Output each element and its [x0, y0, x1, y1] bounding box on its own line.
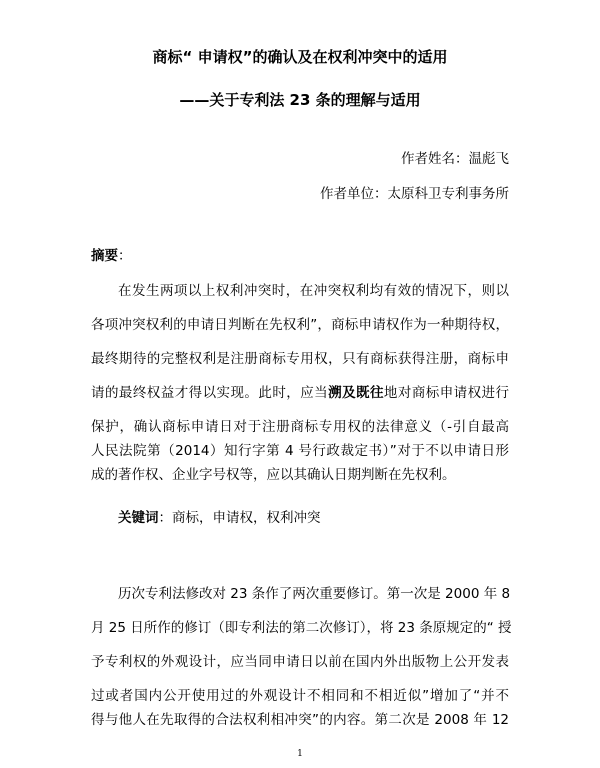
abstract-line: 在发生两项以上权利冲突时，在冲突权利均有效的情况下，则以 — [118, 283, 509, 299]
document-subtitle: ——关于专利法 23 条的理解与适用 — [179, 91, 421, 109]
keywords — [118, 509, 321, 527]
author-unit: 作者单位：太原科卫专利事务所 — [320, 186, 509, 202]
abstract-line: 最终期待的完整权利是注册商标专用权，只有商标获得注册，商标申 — [91, 351, 509, 367]
body-line: 过或者国内公开使用过的外观设计不相同和不相近似”增加了“并不 — [91, 688, 509, 704]
abstract-line-text: 请的最终权益才得以实现。此时，应当 — [91, 385, 329, 401]
abstract-line-tail: 地对商标申请权进行 — [383, 385, 510, 401]
page-number: 1 — [297, 749, 303, 759]
abstract-heading — [91, 247, 132, 265]
body-line: 月 25 日所作的修订（即专利法的第二次修订），将 23 条原规定的“ 授 — [91, 620, 512, 636]
document-title: 商标“ 申请权”的确认及在权利冲突中的适用 — [152, 48, 448, 66]
author-name: 作者姓名：温彪飞 — [401, 151, 509, 167]
abstract-emphasis: 溯及既往 — [328, 385, 384, 401]
abstract-line: 人民法院第（2014）知行字第 4 号行政裁定书）”对于不以申请日形 — [91, 443, 509, 459]
body-line: 历次专利法修改对 23 条作了两次重要修订。第一次是 2000 年 8 — [118, 586, 511, 602]
abstract-heading-label: 摘要 — [91, 248, 118, 264]
body-line: 予专利权的外观设计，应当同申请日以前在国内外出版物上公开发表 — [91, 654, 509, 670]
body-line: 得与他人在先取得的合法权利相冲突”的内容。第二次是 2008 年 12 — [91, 712, 509, 728]
keywords-text: ：商标，申请权，权利冲突 — [158, 510, 321, 526]
abstract-line: 各项冲突权利的申请日判断在先权利”，商标申请权作为一种期待权， — [91, 317, 509, 333]
abstract-line: 保护，确认商标申请日对于注册商标专用权的法律意义（-引自最高 — [91, 419, 509, 435]
abstract-line: 成的著作权、企业字号权等，应以其确认日期判断在先权利。 — [91, 467, 456, 483]
abstract-line — [91, 384, 509, 402]
keywords-label: 关键词 — [118, 510, 159, 526]
abstract-heading-colon: ： — [118, 248, 132, 264]
